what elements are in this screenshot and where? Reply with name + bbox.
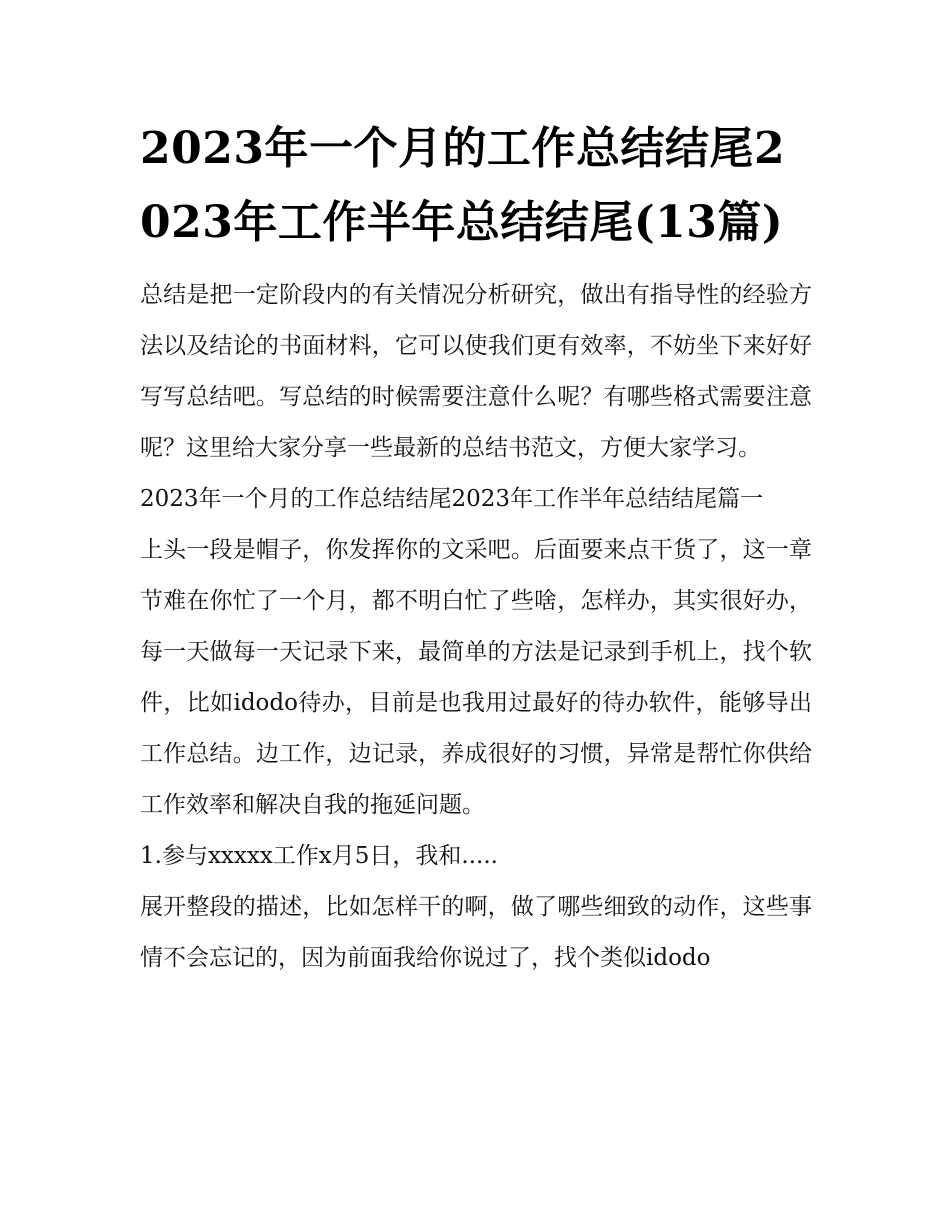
intro-paragraph: 总结是把一定阶段内的有关情况分析研究，做出有指导性的经验方法以及结论的书面材料，它可以使我们更有效率，不妨坐下来好好写写总结吧。写总结的时候需要注意什么呢？有哪些格式需要注意呢？这里给大家分享一些最新的总结书范文，方便大家学习。 [140, 282, 812, 461]
list-item-heading: 1.参与xxxxx工作x月5日，我和..... [140, 843, 498, 869]
body-paragraph: 上头一段是帽子，你发挥你的文采吧。后面要来点干货了，这一章节难在你忙了一个月，都不明白忙了些啥，怎样办，其实很好办，每一天做每一天记录下来，最简单的方法是记录到手机上，找个软件，比如idodo待办，目前是也我用过最好的待办软件，能够导出工作总结。边工作，边记录，养成很好的习惯，异常是帮忙你供给工作效率和解决自我的拖延问题。 [140, 537, 812, 818]
document-title: 2023年一个月的工作总结结尾2023年工作半年总结结尾(13篇) [140, 123, 786, 248]
body-paragraph-continued: 展开整段的描述，比如怎样干的啊，做了哪些细致的动作，这些事情不会忘记的，因为前面我给你说过了，找个类似idodo [140, 894, 812, 971]
document-content [140, 112, 812, 984]
section-heading: 2023年一个月的工作总结结尾2023年工作半年总结结尾篇一 [140, 486, 764, 512]
